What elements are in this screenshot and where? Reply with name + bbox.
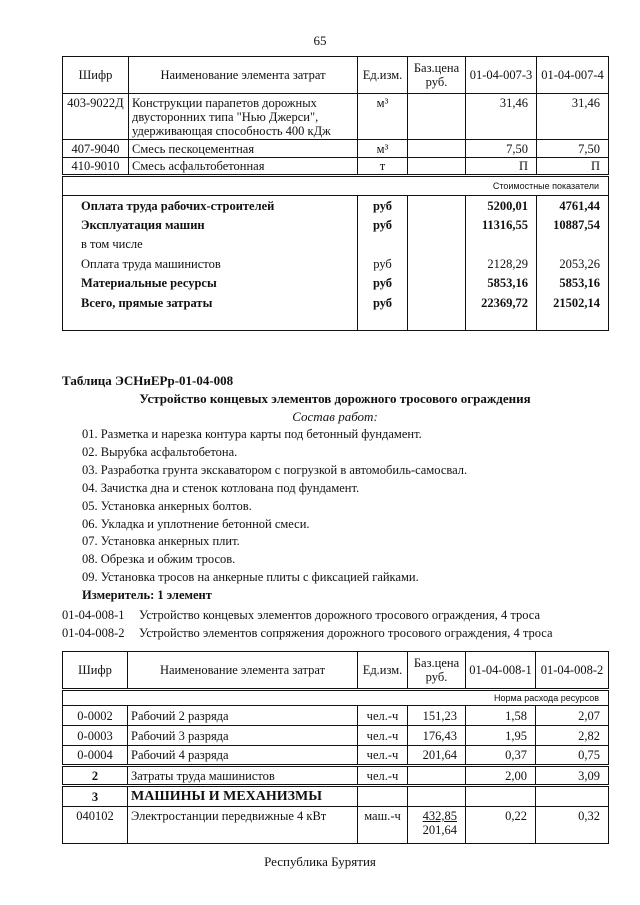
header-code: Шифр	[63, 652, 128, 690]
row-unit	[358, 786, 408, 807]
row-price	[408, 94, 466, 140]
list-item: 09. Установка тросов на анкерные плиты с фиксацией гайками.	[82, 570, 419, 585]
row-price: 151,23	[408, 706, 466, 726]
cost-price	[408, 274, 466, 294]
header-col2: 01-04-008-2	[536, 652, 609, 690]
row-code: 0-0002	[63, 706, 128, 726]
row-name: Конструкции парапетов дорожных двусторонних типа "Нью Джерси", удерживающая способность 400 кДж	[129, 94, 358, 140]
variant-code: 01-04-008-2	[62, 626, 125, 640]
section-label-row	[63, 176, 609, 196]
row-price	[408, 807, 466, 844]
row-unit: чел.-ч	[358, 766, 408, 786]
row-unit: чел.-ч	[358, 706, 408, 726]
row-col1: 1,58	[466, 706, 536, 726]
cost-unit: руб	[358, 293, 408, 313]
cost-unit: руб	[358, 254, 408, 274]
row-name: Электростанции передвижные 4 кВт	[128, 807, 358, 844]
cost-price	[408, 215, 466, 235]
table-header-row	[63, 57, 609, 94]
table-row	[63, 786, 609, 807]
row-price	[408, 766, 466, 786]
row-code: 0-0003	[63, 726, 128, 746]
row-name: Рабочий 2 разряда	[128, 706, 358, 726]
row-price: 176,43	[408, 726, 466, 746]
header-col1: 01-04-008-1	[466, 652, 536, 690]
section-label: Стоимостные показатели	[63, 176, 609, 196]
list-item: 02. Вырубка асфальтобетона.	[82, 444, 238, 459]
cost-price	[408, 293, 466, 313]
row-name: Смесь асфальтобетонная	[129, 158, 358, 176]
cost-col2: 4761,44	[537, 196, 609, 216]
cost-row	[63, 254, 609, 274]
spacer-cell	[466, 313, 537, 331]
cost-col1: 5853,16	[466, 274, 537, 294]
cost-price	[408, 235, 466, 255]
row-unit: м³	[358, 94, 408, 140]
row-code: 3	[63, 786, 128, 807]
row-name: Смесь пескоцементная	[129, 140, 358, 158]
header-col2: 01-04-007-4	[537, 57, 609, 94]
cost-name: в том числе	[63, 235, 358, 255]
work-composition-heading: Состав работ:	[292, 409, 378, 424]
header-name: Наименование элемента затрат	[129, 57, 358, 94]
variant-item	[62, 624, 553, 642]
row-price	[408, 158, 466, 176]
table-row	[63, 140, 609, 158]
row-col1: 2,00	[466, 766, 536, 786]
header-unit: Ед.изм.	[358, 652, 408, 690]
table-row	[63, 766, 609, 786]
cost-name: Всего, прямые затраты	[63, 293, 358, 313]
cost-col1: 2128,29	[466, 254, 537, 274]
header-name: Наименование элемента затрат	[128, 652, 358, 690]
row-unit: т	[358, 158, 408, 176]
cost-col2: 5853,16	[537, 274, 609, 294]
row-col1: 1,95	[466, 726, 536, 746]
table-row	[63, 706, 609, 726]
row-code: 407-9040	[63, 140, 129, 158]
resource-table-01-04-007	[62, 56, 609, 331]
price-secondary: 201,64	[422, 823, 457, 837]
variant-code: 01-04-008-1	[62, 608, 125, 622]
header-code: Шифр	[63, 57, 129, 94]
spacer-cell	[537, 313, 609, 331]
header-price: Баз.цена руб.	[408, 57, 466, 94]
table-title: Таблица ЭСНиЕРр-01-04-008	[62, 373, 234, 388]
cost-col1: 5200,01	[466, 196, 537, 216]
price-primary: 432,85	[422, 809, 457, 823]
cost-row	[63, 235, 609, 255]
row-code: 403-9022Д	[63, 94, 129, 140]
row-col1	[466, 786, 536, 807]
cost-row	[63, 274, 609, 294]
row-unit: м³	[358, 140, 408, 158]
list-item: 03. Разработка грунта экскаватором с погрузкой в автомобиль-самосвал.	[82, 462, 468, 477]
row-unit: чел.-ч	[358, 726, 408, 746]
row-col2: 0,32	[536, 807, 609, 844]
table-row	[63, 94, 609, 140]
row-col2: 2,07	[536, 706, 609, 726]
row-name: Рабочий 4 разряда	[128, 746, 358, 766]
table-header-row	[63, 652, 609, 690]
cost-name: Материальные ресурсы	[63, 274, 358, 294]
header-price: Баз.цена руб.	[408, 652, 466, 690]
cost-price	[408, 196, 466, 216]
cost-name: Оплата труда машинистов	[63, 254, 358, 274]
row-price	[408, 786, 466, 807]
list-item: 04. Зачистка дна и стенок котлована под фундамент.	[82, 480, 360, 495]
variant-list	[62, 606, 553, 642]
list-item: 01. Разметка и нарезка контура карты под бетонный фундамент.	[82, 427, 422, 441]
row-code: 040102	[63, 807, 128, 844]
work-list	[82, 426, 467, 587]
row-code: 0-0004	[63, 746, 128, 766]
table-row	[63, 746, 609, 766]
header-unit: Ед.изм.	[358, 57, 408, 94]
cost-col2: 10887,54	[537, 215, 609, 235]
table-row	[63, 158, 609, 176]
row-col2: 3,09	[536, 766, 609, 786]
spacer-cell	[63, 313, 358, 331]
cost-price	[408, 254, 466, 274]
page-footer: Республика Бурятия	[264, 854, 376, 869]
cost-col1	[466, 235, 537, 255]
cost-row	[63, 196, 609, 216]
row-unit: чел.-ч	[358, 746, 408, 766]
row-col2: 31,46	[537, 94, 609, 140]
row-col1: 0,37	[466, 746, 536, 766]
cost-col2: 21502,14	[537, 293, 609, 313]
row-col2	[536, 786, 609, 807]
table-row	[63, 726, 609, 746]
cost-col2	[537, 235, 609, 255]
measure-unit: Измеритель: 1 элемент	[82, 588, 212, 602]
section-label-row	[63, 690, 609, 706]
table-row	[63, 807, 609, 844]
variant-item	[62, 606, 553, 624]
row-col1: 7,50	[466, 140, 537, 158]
row-col2: П	[537, 158, 609, 176]
cost-row	[63, 293, 609, 313]
row-col1: П	[466, 158, 537, 176]
row-col1: 0,22	[466, 807, 536, 844]
row-price	[408, 140, 466, 158]
row-col2: 7,50	[537, 140, 609, 158]
variant-text: Устройство элементов сопряжения дорожного тросового ограждения, 4 троса	[139, 626, 553, 640]
resource-table-01-04-008	[62, 651, 609, 844]
cost-unit	[358, 235, 408, 255]
cost-col1: 11316,55	[466, 215, 537, 235]
table-subtitle: Устройство концевых элементов дорожного тросового ограждения	[139, 391, 531, 406]
variant-text: Устройство концевых элементов дорожного тросового ограждения, 4 троса	[139, 608, 541, 622]
cost-unit: руб	[358, 196, 408, 216]
row-col2: 2,82	[536, 726, 609, 746]
cost-spacer-row	[63, 313, 609, 331]
spacer-cell	[358, 313, 408, 331]
header-col1: 01-04-007-3	[466, 57, 537, 94]
cost-unit: руб	[358, 215, 408, 235]
section-label: Норма расхода ресурсов	[63, 690, 609, 706]
row-name: Затраты труда машинистов	[128, 766, 358, 786]
row-col2: 0,75	[536, 746, 609, 766]
cost-unit: руб	[358, 274, 408, 294]
list-item: 06. Укладка и уплотнение бетонной смеси.	[82, 516, 310, 531]
row-code: 410-9010	[63, 158, 129, 176]
cost-name: Оплата труда рабочих-строителей	[63, 196, 358, 216]
row-unit: маш.-ч	[358, 807, 408, 844]
cost-col2: 2053,26	[537, 254, 609, 274]
row-price: 201,64	[408, 746, 466, 766]
cost-col1: 22369,72	[466, 293, 537, 313]
list-item: 08. Обрезка и обжим тросов.	[82, 552, 236, 567]
list-item: 05. Установка анкерных болтов.	[82, 498, 252, 513]
cost-row	[63, 215, 609, 235]
row-col1: 31,46	[466, 94, 537, 140]
row-name: Рабочий 3 разряда	[128, 726, 358, 746]
spacer-cell	[408, 313, 466, 331]
row-code: 2	[63, 766, 128, 786]
row-name: МАШИНЫ И МЕХАНИЗМЫ	[128, 786, 358, 807]
cost-name: Эксплуатация машин	[63, 215, 358, 235]
list-item: 07. Установка анкерных плит.	[82, 534, 240, 549]
page-number: 65	[313, 33, 327, 48]
